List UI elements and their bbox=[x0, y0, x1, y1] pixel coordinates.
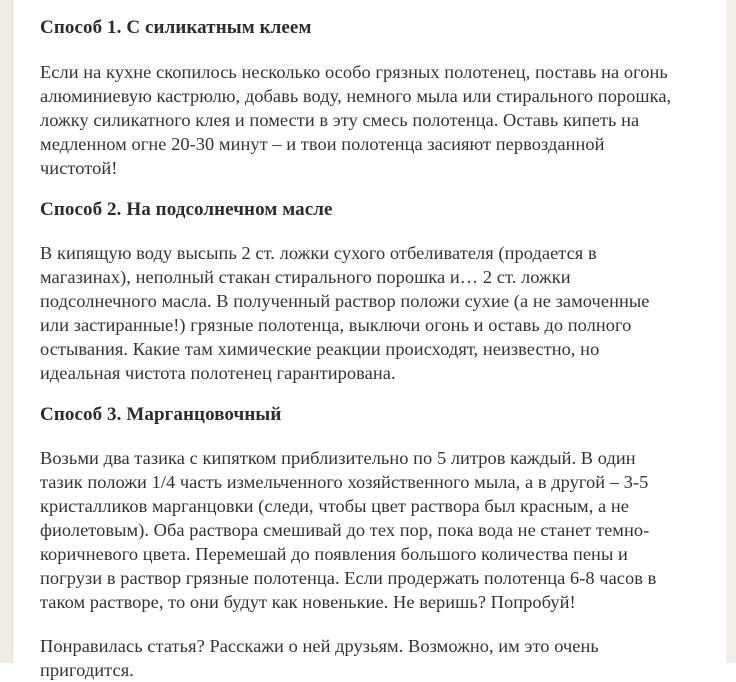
text-line: чистотой! bbox=[40, 158, 118, 178]
text-line: медленном огне 20-30 минут – и твои полотенца засияют первозданной bbox=[40, 134, 605, 154]
section-3-heading: Способ 3. Марганцовочный bbox=[40, 404, 282, 425]
text-line: фиолетовым). Оба раствора смешивай до тех пор, пока вода не станет темно- bbox=[40, 520, 650, 540]
text-line: пригодится. bbox=[40, 660, 134, 680]
text-line: тазик положи 1/4 часть измельченного хозяйственного мыла, а в другой – 3-5 bbox=[40, 472, 649, 492]
text-line: магазинах), неполный стакан стирального порошка и… 2 ст. ложки bbox=[40, 267, 571, 287]
text-line: таком растворе, то они будут как новенькие. Не веришь? Попробуй! bbox=[40, 592, 576, 612]
left-border bbox=[0, 0, 13, 663]
closing-paragraph bbox=[40, 634, 730, 682]
section-2-heading: Способ 2. На подсолнечном масле bbox=[40, 199, 333, 220]
text-line: подсолнечного масла. В полученный раствор положи сухие (а не замоченные bbox=[40, 291, 650, 311]
text-line: коричневого цвета. Перемешай до появления большого количества пены и bbox=[40, 544, 628, 564]
text-line: В кипящую воду высыпь 2 ст. ложки сухого отбеливателя (продается в bbox=[40, 243, 597, 263]
section-3-paragraph bbox=[40, 446, 730, 614]
text-line: Возьми два тазика с кипятком приблизительно по 5 литров каждый. В один bbox=[40, 448, 636, 468]
section-1-paragraph bbox=[40, 60, 730, 180]
text-line: погрузи в раствор грязные полотенца. Если продержать полотенца 6-8 часов в bbox=[40, 568, 657, 588]
text-line: или застиранные!) грязные полотенца, выключи огонь и оставь до полного bbox=[40, 315, 632, 335]
text-line: Если на кухне скопилось несколько особо грязных полотенец, поставь на огонь bbox=[40, 62, 668, 82]
text-line: ложку силикатного клея и помести в эту смесь полотенца. Оставь кипеть на bbox=[40, 110, 640, 130]
text-line: идеальная чистота полотенец гарантирована. bbox=[40, 363, 396, 383]
text-line: алюминиевую кастрюлю, добавь воду, немного мыла или стирального порошка, bbox=[40, 86, 672, 106]
section-1-heading: Способ 1. С силикатным клеем bbox=[40, 17, 312, 38]
text-line: Понравилась статья? Расскажи о ней друзьям. Возможно, им это очень bbox=[40, 636, 599, 656]
section-2-paragraph bbox=[40, 241, 730, 385]
text-line: кристалликов марганцовки (следи, чтобы цвет раствора был красным, а не bbox=[40, 496, 629, 516]
article-content bbox=[40, 14, 730, 682]
text-line: остывания. Какие там химические реакции происходят, неизвестно, но bbox=[40, 339, 600, 359]
